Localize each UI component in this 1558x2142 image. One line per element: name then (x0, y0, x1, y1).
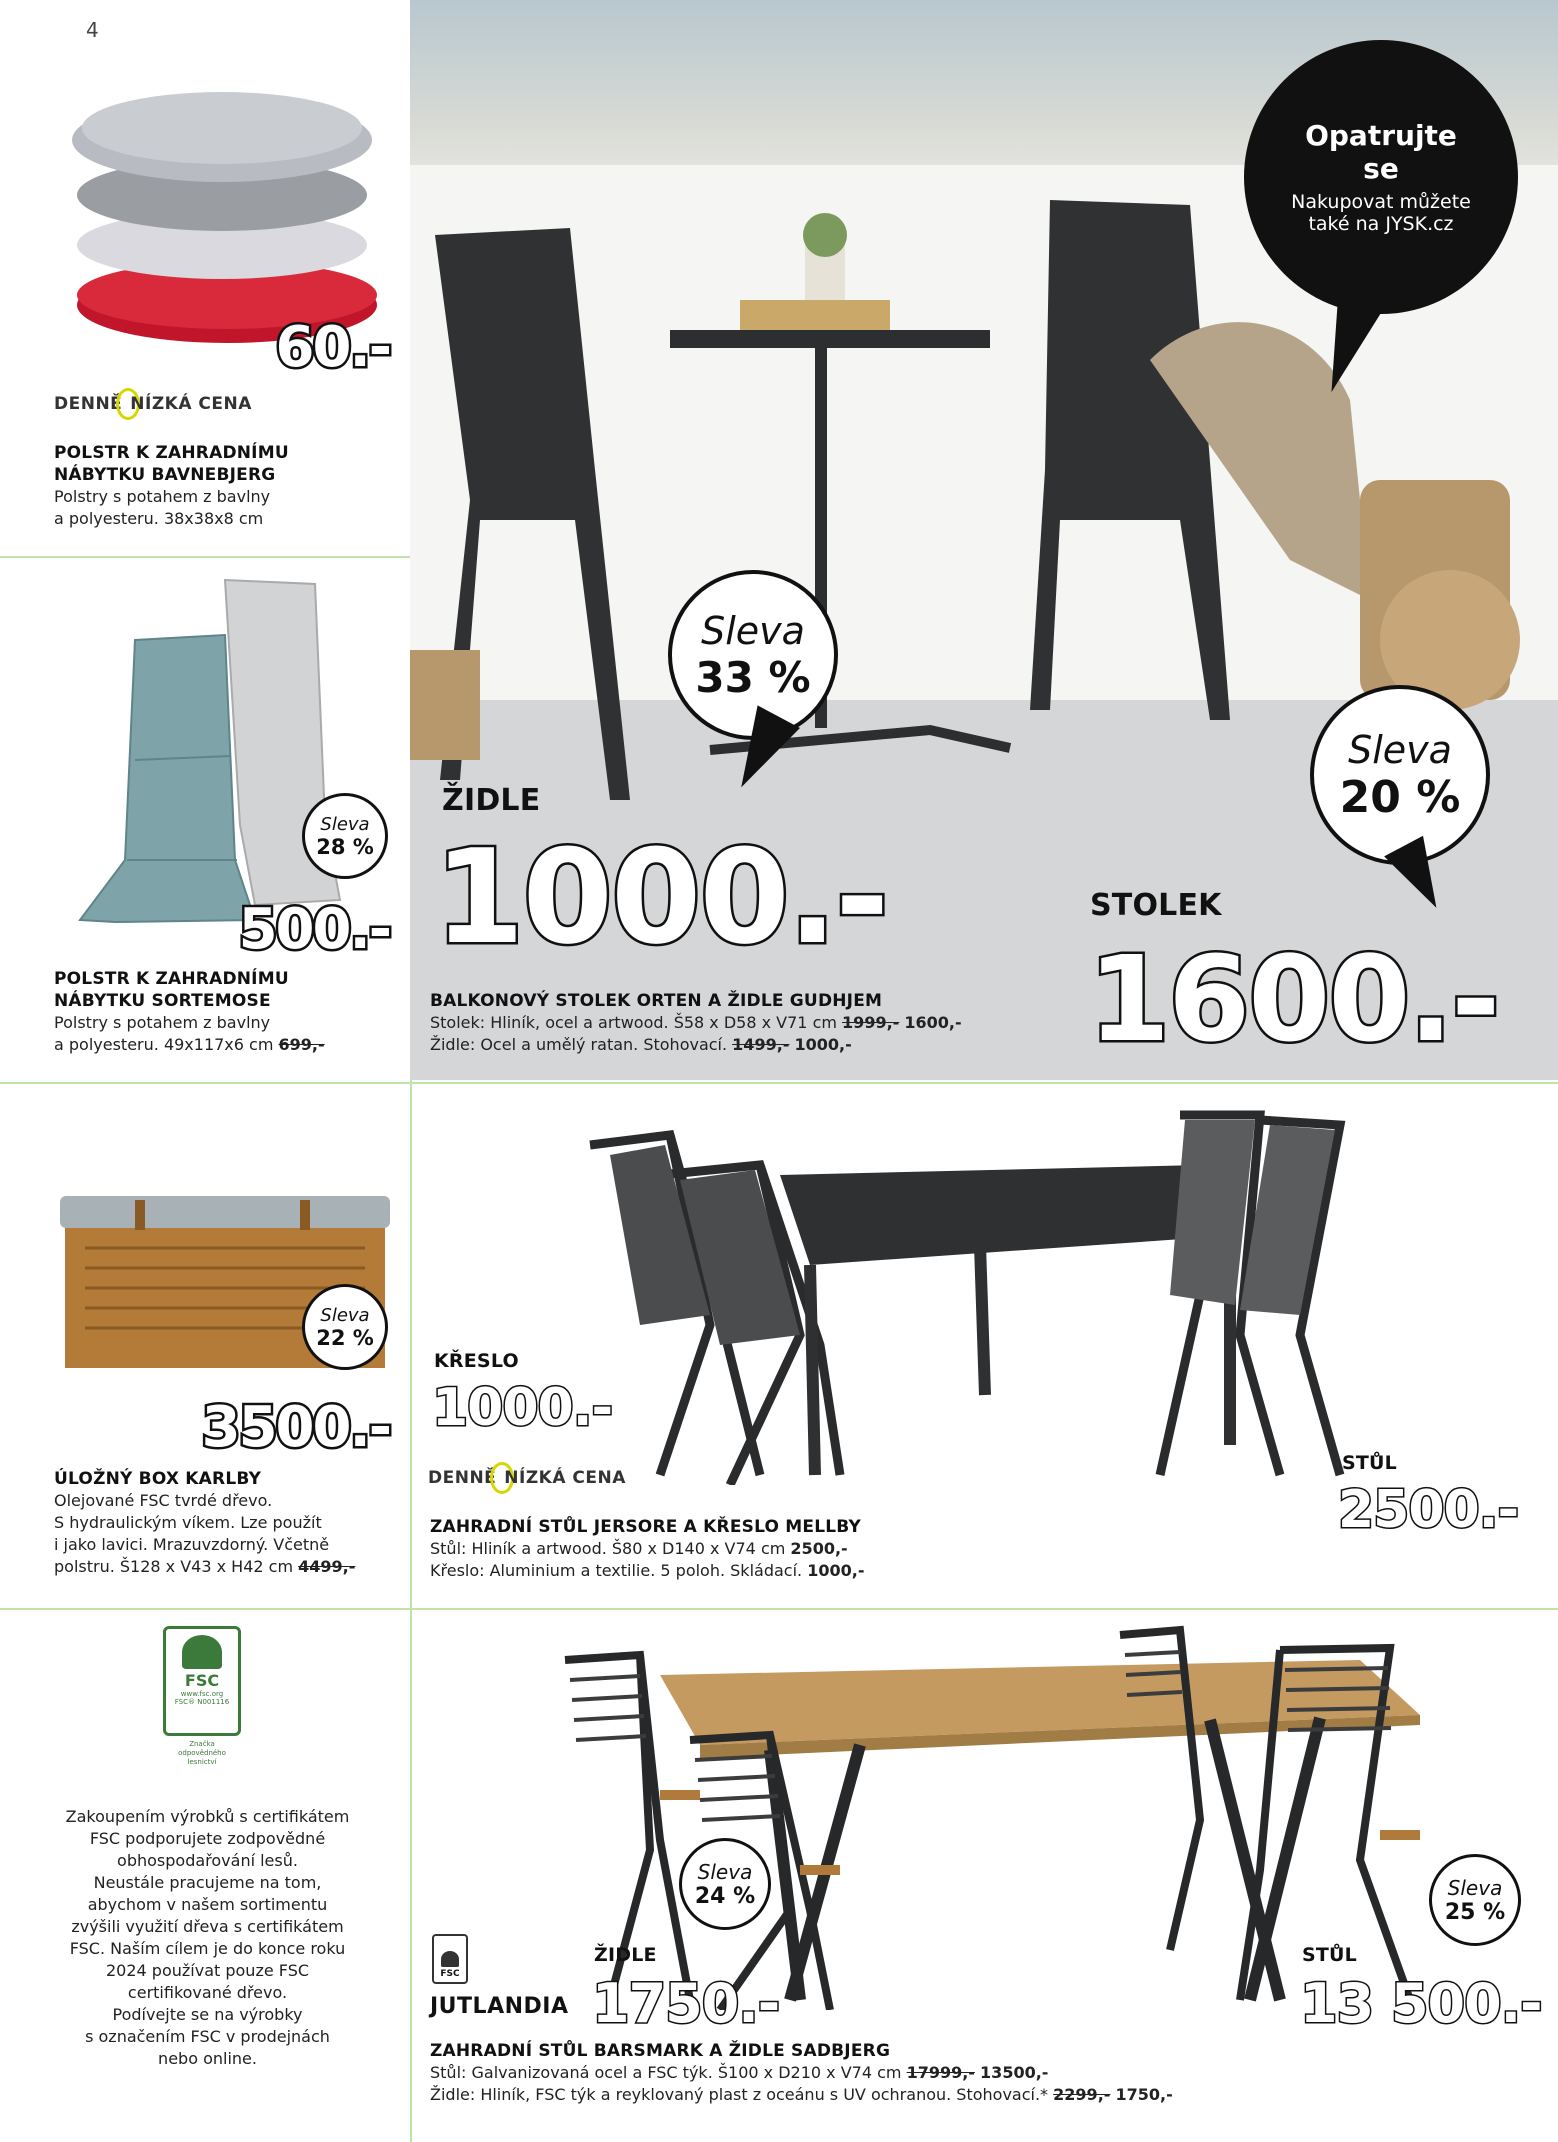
title-line2: NÁBYTKU SORTEMOSE (54, 991, 271, 1011)
karlby-text (54, 1468, 355, 1578)
jersore-desc1-wrap (430, 1538, 864, 1560)
hero-desc2-old: 1499,- (732, 1035, 790, 1054)
fsc-tree-icon (182, 1635, 222, 1669)
column-divider-lower (410, 1082, 412, 2142)
sleva-bubble-20 (1310, 685, 1490, 865)
fsc-logo-sub2: FSC® N001116 (174, 1698, 230, 1706)
fsc-small-text: FSC (440, 1969, 460, 1979)
sadbjerg-zidle-price: 1750.- (592, 1972, 780, 2035)
fsc-line: Neustále pracujeme na tom, (93, 1873, 322, 1892)
sleva-bubble-25 (1429, 1854, 1521, 1946)
care-title-line2: se (1363, 152, 1399, 185)
hero-desc1-old: 1999,- (842, 1013, 900, 1032)
sleva-label: Sleva (1348, 727, 1452, 772)
fsc-line: Zakoupením výrobků s certifikátem (65, 1807, 350, 1826)
barsmark-title: ZAHRADNÍ STŮL BARSMARK A ŽIDLE SADBJERG (430, 2041, 891, 2061)
barsmark-stul-label: STŮL (1302, 1944, 1357, 1966)
barsmark-stul-price: 13 500.- (1300, 1972, 1542, 2035)
sleva-value: 22 % (316, 1325, 374, 1350)
fsc-line: abychom v našem sortimentu (87, 1895, 328, 1914)
fsc-logo (163, 1626, 241, 1736)
fsc-line: 2024 používat pouze FSC (105, 1961, 310, 1980)
barsmark-desc2-old: 2299,- (1053, 2085, 1111, 2104)
barsmark-desc1-wrap (430, 2062, 1173, 2084)
fsc-small-logo (432, 1934, 468, 1984)
sortemose-text (54, 968, 325, 1056)
row-divider-2 (0, 1082, 410, 1084)
kreslo-label: KŘESLO (434, 1350, 519, 1372)
bavnebjerg-text (54, 442, 289, 530)
sleva-value: 25 % (1444, 1899, 1506, 1925)
karlby-desc3: i jako lavici. Mrazuvzdorný. Včetně (54, 1535, 330, 1554)
hero-desc2-new: 1000,- (794, 1035, 852, 1054)
price-bavnebjerg: 60.- (275, 315, 390, 380)
sleva-label: Sleva (320, 813, 370, 835)
barsmark-desc2-new: 1750,- (1115, 2085, 1173, 2104)
jersore-desc1: Stůl: Hliník a artwood. Š80 x D140 x V74 cm (430, 1539, 786, 1558)
kreslo-price: 1000.- (432, 1378, 613, 1438)
fsc-line: FSC. Naším cílem je do konce roku (69, 1939, 346, 1958)
badge-part1: DENNĚ (54, 394, 123, 414)
sleva-bubble-22 (302, 1284, 388, 1370)
title-line2: NÁBYTKU BAVNEBJERG (54, 465, 276, 485)
sleva-bubble-24 (679, 1838, 771, 1930)
fsc-line: s označením FSC v prodejnách (85, 2027, 330, 2046)
desc-line1: Polstry s potahem z bavlny (54, 1013, 271, 1032)
barsmark-desc1: Stůl: Galvanizovaná ocel a FSC týk. Š100 x D210 x V74 cm (430, 2063, 902, 2082)
badge-part2: NÍZKÁ CENA (130, 394, 252, 414)
barsmark-desc2: Židle: Hliník, FSC týk a reyklovaný plast z oceánu s UV ochranou. Stohovací.* (430, 2085, 1049, 2104)
desc-line2: a polyesteru. 38x38x8 cm (54, 509, 264, 528)
karlby-desc2: S hydraulickým víkem. Lze použít (54, 1513, 322, 1532)
sleva-label: Sleva (320, 1304, 370, 1326)
zidle-price: 1000.- (434, 821, 888, 973)
care-title-line1: Opatrujte (1305, 119, 1457, 152)
barsmark-desc1-new: 13500,- (980, 2063, 1049, 2082)
zidle-label: ŽIDLE (442, 783, 541, 818)
cushion-stack-image (62, 50, 392, 350)
hero-desc2-wrap (430, 1034, 962, 1056)
row-divider-1 (0, 556, 410, 558)
fsc-logo-sub1: www.fsc.org (180, 1690, 224, 1698)
barsmark-text (430, 2040, 1173, 2106)
hero-title: BALKONOVÝ STOLEK ORTEN A ŽIDLE GUDHJEM (430, 991, 883, 1011)
barsmark-desc1-old: 17999,- (906, 2063, 975, 2082)
jersore-desc2-price: 1000,- (807, 1561, 865, 1580)
sleva-label: Sleva (1447, 1875, 1503, 1900)
fsc-logo-text: FSC (184, 1671, 220, 1690)
hero-desc1-new: 1600,- (904, 1013, 962, 1032)
price-sortemose: 500.- (238, 897, 390, 962)
sleva-value: 24 % (694, 1883, 756, 1909)
jersore-title: ZAHRADNÍ STŮL JERSORE A KŘESLO MELLBY (430, 1517, 862, 1537)
fsc-logo-caption: Značka odpovědného lesnictví (178, 1740, 226, 1766)
badge-part2: NÍZKÁ CENA (504, 1468, 626, 1488)
stolek-label: STOLEK (1090, 888, 1222, 923)
hero-desc2: Židle: Ocel a umělý ratan. Stohovací. (430, 1035, 728, 1054)
desc-line2-wrap (54, 1034, 325, 1056)
hero-desc1-wrap (430, 1012, 962, 1034)
old-price: 699,- (278, 1035, 325, 1054)
care-text-line2: také na JYSK.cz (1308, 213, 1454, 235)
fsc-line: Podívejte se na výrobky (112, 2005, 303, 2024)
page-number: 4 (86, 18, 99, 42)
fsc-line: obhospodařování lesů. (117, 1851, 298, 1870)
price-karlby: 3500.- (201, 1395, 390, 1460)
title-line1: POLSTR K ZAHRADNÍMU (54, 969, 289, 989)
title-line1: POLSTR K ZAHRADNÍMU (54, 443, 289, 463)
row-divider-hero (410, 1082, 1558, 1084)
denne-nizka-cena-badge (54, 388, 252, 420)
fsc-line: zvýšili využití dřeva s certifikátem (71, 1917, 344, 1936)
karlby-old-price: 4499,- (298, 1557, 356, 1576)
sleva-label: Sleva (701, 608, 805, 653)
denne-nizka-cena-badge-2 (428, 1462, 626, 1494)
hero-desc1: Stolek: Hliník, ocel a artwood. Š58 x D58 x V71 cm (430, 1013, 837, 1032)
jersore-text (430, 1516, 864, 1582)
fsc-line: certifikované dřevo. (127, 1983, 288, 2002)
fsc-small-tree-icon (441, 1951, 459, 1967)
sleva-value: 33 % (695, 652, 811, 702)
stolek-price: 1600.- (1088, 930, 1499, 1068)
jersore-image (580, 1095, 1420, 1485)
row-divider-3 (0, 1608, 410, 1610)
fsc-text (20, 1806, 395, 2070)
sleva-value: 28 % (316, 834, 374, 859)
stul-price: 2500.- (1338, 1480, 1519, 1540)
desc-line2: a polyesteru. 49x117x6 cm (54, 1035, 274, 1054)
row-divider-right (410, 1608, 1558, 1610)
desc-line1: Polstry s potahem z bavlny (54, 487, 271, 506)
badge-part1: DENNĚ (428, 1468, 497, 1488)
care-bubble (1244, 40, 1518, 314)
jersore-desc1-price: 2500,- (790, 1539, 848, 1558)
care-text-line1: Nakupovat můžete (1291, 191, 1471, 213)
sleva-value: 20 % (1339, 771, 1461, 823)
jutlandia-brand: JUTLANDIA (430, 1994, 569, 2019)
jersore-desc2-wrap (430, 1560, 864, 1582)
karlby-desc1: Olejované FSC tvrdé dřevo. (54, 1491, 273, 1510)
karlby-desc4-wrap (54, 1556, 355, 1578)
sleva-label: Sleva (697, 1859, 753, 1884)
stul-label: STŮL (1342, 1452, 1397, 1474)
karlby-title: ÚLOŽNÝ BOX KARLBY (54, 1469, 262, 1489)
hero-text (430, 990, 962, 1056)
fsc-line: nebo online. (158, 2049, 257, 2068)
sadbjerg-zidle-label: ŽIDLE (594, 1944, 657, 1966)
barsmark-desc2-wrap (430, 2084, 1173, 2106)
jersore-desc2: Křeslo: Aluminium a textilie. 5 poloh. Skládací. (430, 1561, 803, 1580)
karlby-desc4: polstru. Š128 x V43 x H42 cm (54, 1557, 294, 1576)
sleva-bubble-28 (302, 793, 388, 879)
fsc-line: FSC podporujete zodpovědné (89, 1829, 326, 1848)
